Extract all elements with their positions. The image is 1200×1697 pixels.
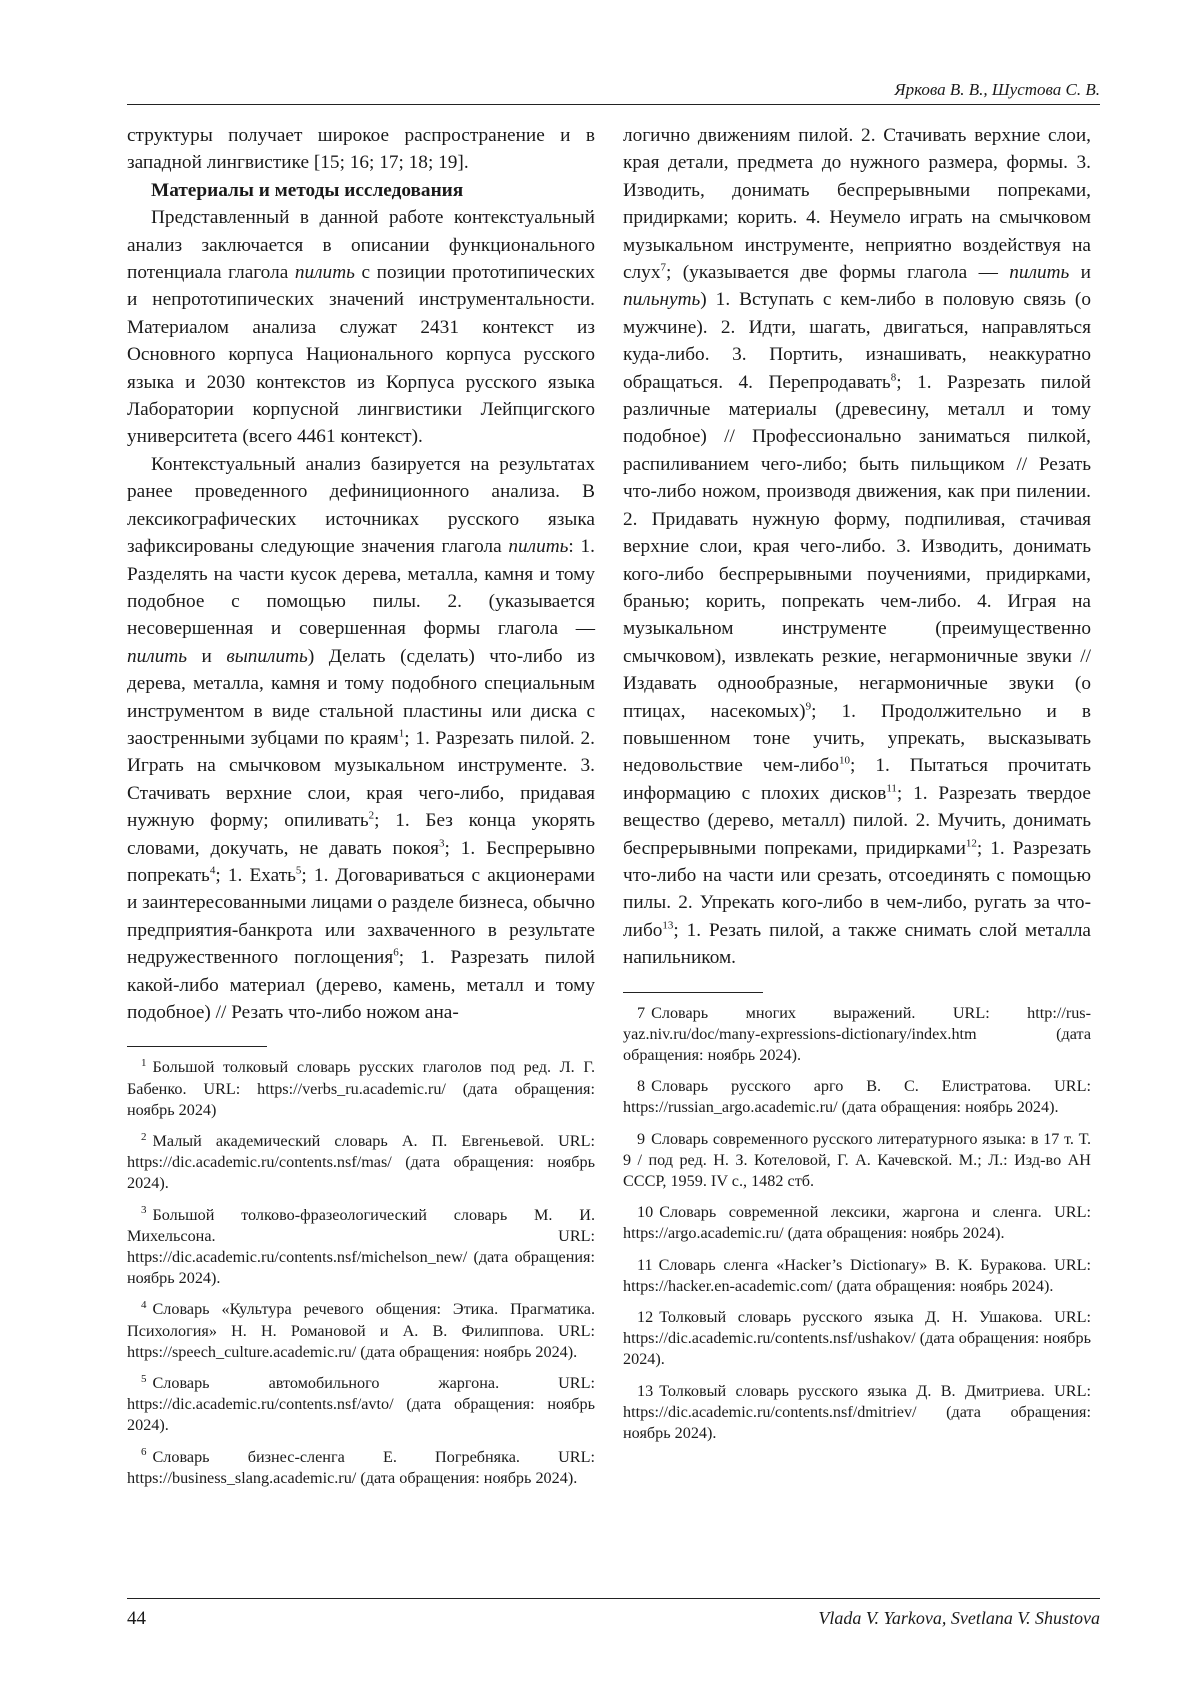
footnote: 9 Словарь современного русского литературного языка: в 17 т. Т. 9 / под ред. Н. З. Котеловой, Г. А. Качевской. М.; Л.: Изд-во АН СССР, 1959. IV с., 1482 стб.	[623, 1129, 1091, 1191]
footnote-ref: 6	[393, 946, 399, 959]
footnote: 10 Словарь современной лексики, жаргона и сленга. URL: https://argo.academic.ru/ (дата обращения: ноябрь 2024).	[623, 1203, 1091, 1243]
footnote-ref: 9	[805, 700, 812, 713]
footnote-ref: 11	[886, 782, 897, 795]
footnote: 13 Толковый словарь русского языка Д. В. Дмитриева. URL: https://dic.academic.ru/contents.nsf/dmitriev/ (дата обращения: ноябрь 2024).	[623, 1381, 1091, 1443]
footnote-ref: 12	[965, 837, 977, 850]
footnote-ref: 3	[439, 837, 445, 850]
left-column	[127, 122, 595, 1499]
paragraph-continued: структуры получает широкое распространение и в западной лингвистике [15; 16; 17; 18; 19].	[127, 125, 595, 174]
footnote: 11 Словарь сленга «Hacker’s Dictionary» В. К. Буракова. URL: https://hacker.en-academic.com/ (дата обращения: ноябрь 2024).	[623, 1255, 1091, 1295]
paragraph-materials: Представленный в данной работе контекстуальный анализ заключается в описании функционального потенциала глагола пилить с позиции прототипических и непрототипических значений инструментальности. Материалом анализа служат 2431 контекст из Основного корпуса Национального корпуса русского языка и 2030 контекстов из Корпуса русского языка Лаборатории корпусной лингвистики Лейпцигского университета (всего 4461 контекст).	[127, 207, 595, 448]
footnote-ref: 2	[368, 809, 375, 822]
section-heading: Материалы и методы исследования	[151, 179, 464, 201]
footnotes-left	[127, 1057, 595, 1489]
footnote-ref: 5	[295, 864, 302, 877]
running-footer: Vlada V. Yarkova, Svetlana V. Shustova	[818, 1608, 1100, 1628]
right-column	[623, 122, 1091, 1454]
running-header: Яркова В. В., Шустова С. В.	[894, 80, 1100, 99]
header-rule	[127, 104, 1100, 105]
footnote: $^1$ Большой толковый словарь русских глаголов под ред. Л. Г. Бабенко. URL: https://verbs_ru.academic.ru/ (дата обращения: ноябрь 2024)	[127, 1057, 595, 1119]
footnote-rule	[623, 992, 763, 993]
footnote: 8 Словарь русского арго В. С. Елистратова. URL: https://russian_argo.academic.ru/ (дата обращения: ноябрь 2024).	[623, 1077, 1091, 1117]
paragraph-continued: логично движениям пилой. 2. Стачивать верхние слои, края детали, предмета до нужного размера, формы. 3. Изводить, донимать беспрерывными попреками, придирками; корить. 4. Неумело играть на смычковом музыкальном инструменте, неприятно воздействуя на слух$^7$; (указывается две формы глагола — пилить и пильнуть) 1. Вступать с кем-либо в половую связь (о мужчине). 2. Идти, шагать, двигаться, направляться куда-либо. 3. Портить, изнашивать, неаккуратно обращаться. 4. Перепродавать$^8$; 1. Разрезать пилой различные материалы (древесину, металл и тому подобное) // Профессионально заниматься пилкой, распиливанием чего-либо; быть пильщиком // Резать что-либо ножом, производя движения, как при пилении. 2. Придавать нужную форму, подпиливая, стачивая верхние слои, края чего-либо. 3. Изводить, донимать кого-либо беспрерывными поучениями, придирками, бранью; корить, попрекать чем-либо. 4. Играя на музыкальном инструменте (преимущественно смычковом), извлекать резкие, негармоничные звуки // Издавать однообразные, негармоничные звуки (о птицах, насекомых)$^9$; 1. Продолжительно и в повышенном тоне учить, упрекать, высказывать недовольствие чем-либо$^{10}$; 1. Пытаться прочитать информацию с плохих дисков$^{11}$; 1. Разрезать твердое вещество (дерево, металл) пилой. 2. Мучить, донимать беспрерывными попреками, придирками$^{12}$; 1. Разрезать что-либо на части или срезать, отсоединять с помощью пилы. 2. Упрекать кого-либо в чем-либо, ругать за что-либо$^{13}$; 1. Резать пилой, а также снимать слой металла напильником.	[623, 125, 1092, 969]
footnote-ref: 13	[662, 919, 674, 932]
footnote: $^5$ Словарь автомобильного жаргона. URL: https://dic.academic.ru/contents.nsf/avto/ (дата обращения: ноябрь 2024).	[127, 1372, 595, 1435]
footnote: $^3$ Большой толково-фразеологический словарь М. И. Михельсона. URL: https://dic.academic.ru/contents.nsf/michelson_new/ (дата обращения: ноябрь 2024).	[127, 1204, 595, 1288]
footnote: 7 Словарь многих выражений. URL: http://rus-yaz.niv.ru/doc/many-expressions-dictionary/index.htm (дата обращения: ноябрь 2024).	[623, 1003, 1091, 1064]
footnote: $^4$ Словарь «Культура речевого общения: Этика. Прагматика. Психология» Н. Н. Романовой и А. В. Филипповa. URL: https://speech_culture.academic.ru/ (дата обращения: ноябрь 2024).	[127, 1299, 595, 1361]
footnote-ref: 10	[839, 754, 851, 767]
page-number: 44	[127, 1608, 146, 1629]
footnote-ref: 1	[398, 727, 405, 740]
footnote-ref: 7	[660, 261, 666, 274]
footnote: 12 Толковый словарь русского языка Д. Н. Ушакова. URL: https://dic.academic.ru/contents.nsf/ushakov/ (дата обращения: ноябрь 2024).	[623, 1308, 1091, 1369]
paragraph-definitions: Контекстуальный анализ базируется на результатах ранее проведенного дефиниционного анализа. В лексикографических источниках русского языка зафиксированы следующие значения глагола пилить: 1. Разделять на части кусок дерева, металла, камня и тому подобное с помощью пилы. 2. (указывается несовершенная и совершенная формы глагола — пилить и выпилить) Делать (сделать) что-либо из дерева, металла, камня и тому подобного специальным инструментом в виде стальной пластины или диска с заостренными зубцами по краям$^1$; 1. Разрезать пилой. 2. Играть на смычковом музыкальном инструменте. 3. Стачивать верхние слои, края чего-либо, придавая нужную форму; опиливать$^2$; 1. Без конца укорять словами, докучать, не давать покоя$^3$; 1. Беспрерывно попрекать$^4$; 1. Ехать$^5$; 1. Договариваться с акционерами и заинтересованными лицами о разделе бизнеса, обычно предприятия-банкрота или захваченного в результате недружественного поглощения$^6$; 1. Разрезать пилой какой-либо материал (дерево, камень, металл и тому подобное) // Резать что-либо ножом ана-	[127, 453, 596, 1023]
footer-rule	[127, 1598, 1100, 1599]
footnote: $^2$ Малый академический словарь А. П. Евгеньевой. URL: https://dic.academic.ru/contents.nsf/mas/ (дата обращения: ноябрь 2024).	[127, 1130, 595, 1193]
footnote: $^6$ Словарь бизнес-сленга Е. Погребняка. URL: https://business_slang.academic.ru/ (дата обращения: ноябрь 2024).	[127, 1446, 595, 1487]
footnotes-right	[623, 1003, 1091, 1445]
footnote-ref: 8	[890, 371, 897, 384]
footnote-rule	[127, 1046, 267, 1047]
footnote-ref: 4	[209, 864, 216, 877]
